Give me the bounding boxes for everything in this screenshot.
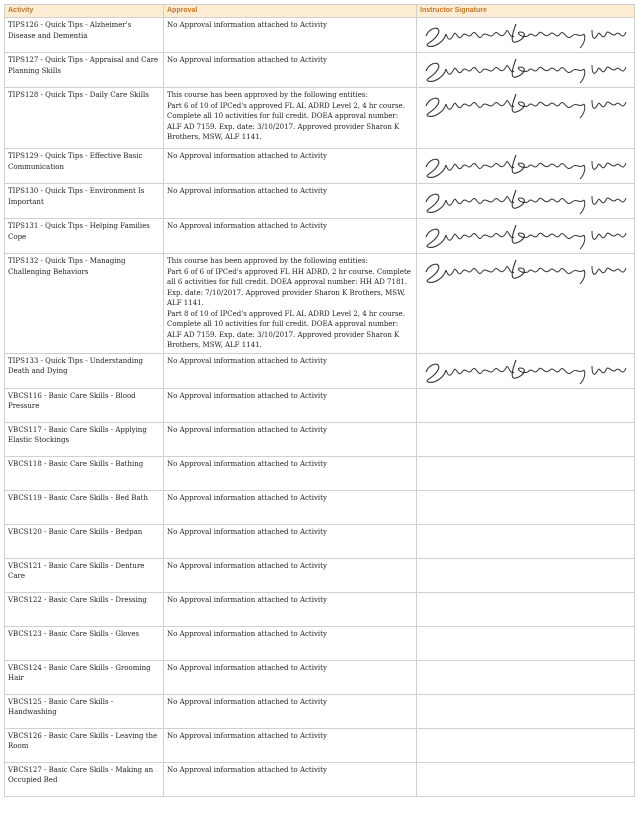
- approval-cell: [164, 53, 417, 88]
- activity-cell: [5, 660, 164, 694]
- activity-cell: [5, 694, 164, 728]
- activity-cell: [5, 558, 164, 592]
- approval-text: No Approval information attached to Activity: [167, 356, 327, 365]
- table-row: [5, 254, 635, 354]
- header-instructor-signature: Instructor Signature: [417, 5, 635, 18]
- approval-text: No Approval information attached to Activity: [167, 731, 327, 740]
- approval-cell: [164, 254, 417, 354]
- instructor-signature-cell: [417, 53, 635, 88]
- activity-name: VBCS125 - Basic Care Skills - Handwashing: [8, 697, 114, 716]
- approval-text: This course has been approved by the following entities: Part 6 of 10 of IPCed's approved FL AL ADRD Level 2, 4 hr course. Complete all 10 activities for full credit. DOEA approval number: ALF AD 7159. Exp. date: 3/10/2017. Approved provider Sharon K Brothers, MSW, ALF 1141.: [167, 91, 405, 141]
- approval-text: No Approval information attached to Activity: [167, 561, 327, 570]
- activity-name: TIPS133 - Quick Tips - Understanding Death and Dying: [8, 356, 143, 375]
- activity-cell: [5, 626, 164, 660]
- approval-cell: [164, 422, 417, 456]
- approval-cell: [164, 353, 417, 388]
- table-row: [5, 53, 635, 88]
- approval-cell: [164, 88, 417, 149]
- signature-image: [420, 20, 630, 50]
- table-row: [5, 184, 635, 219]
- table-row: [5, 353, 635, 388]
- activity-cell: [5, 219, 164, 254]
- activity-name: VBCS118 - Basic Care Skills - Bathing: [8, 459, 144, 468]
- approval-text: No Approval information attached to Activity: [167, 595, 327, 604]
- activity-name: TIPS132 - Quick Tips - Managing Challenging Behaviors: [8, 257, 126, 276]
- table-row: [5, 694, 635, 728]
- table-row: [5, 388, 635, 422]
- approval-cell: [164, 592, 417, 626]
- activity-cell: [5, 490, 164, 524]
- signature-image: [420, 356, 630, 386]
- approval-text: This course has been approved by the following entities: Part 6 of 6 of IPCed's approved FL HH ADRD, 2 hr course. Complete all 6 activities for full credit. DOEA approval number: HH AD 7181. Exp. date: 7/10/2017. Approved provider Sharon K Brothers, MSW, ALF 1141. Part 8 of 10 of IPCed's approved FL AL ADRD Level 2, 4 hr course. Complete all 10 activities for full credit. DOEA approval number: ALF AD 7159. Exp. date: 3/10/2017. Approved provider Sharon K Brothers, MSW, ALF 1141.: [167, 257, 411, 349]
- instructor-signature-cell: [417, 88, 635, 149]
- activity-cell: [5, 88, 164, 149]
- approval-text: No Approval information attached to Activity: [167, 21, 327, 29]
- activity-name: TIPS129 - Quick Tips - Effective Basic Communication: [8, 152, 143, 171]
- instructor-signature-cell: [417, 762, 635, 796]
- instructor-signature-cell: [417, 254, 635, 354]
- table-row: [5, 88, 635, 149]
- instructor-signature-cell: [417, 728, 635, 762]
- instructor-signature-cell: [417, 456, 635, 490]
- approval-text: No Approval information attached to Activity: [167, 459, 327, 468]
- table-row: [5, 626, 635, 660]
- table-row: [5, 728, 635, 762]
- instructor-signature-cell: [417, 149, 635, 184]
- approval-cell: [164, 762, 417, 796]
- activity-cell: [5, 388, 164, 422]
- activity-name: TIPS128 - Quick Tips - Daily Care Skills: [8, 91, 149, 99]
- activity-cell: [5, 53, 164, 88]
- approval-text: No Approval information attached to Activity: [167, 629, 327, 638]
- instructor-signature-cell: [417, 626, 635, 660]
- approval-text: No Approval information attached to Activity: [167, 663, 327, 672]
- instructor-signature-cell: [417, 558, 635, 592]
- header-approval: Approval: [164, 5, 417, 18]
- activity-cell: [5, 728, 164, 762]
- approval-cell: [164, 626, 417, 660]
- activity-name: TIPS131 - Quick Tips - Helping Families Cope: [8, 222, 150, 241]
- table-row: [5, 558, 635, 592]
- signature-image: [420, 221, 630, 251]
- activity-name: TIPS127 - Quick Tips - Appraisal and Care Planning Skills: [8, 56, 159, 75]
- instructor-signature-cell: [417, 388, 635, 422]
- table-row: [5, 524, 635, 558]
- table-body: [5, 18, 635, 797]
- instructor-signature-cell: [417, 592, 635, 626]
- activity-name: VBCS120 - Basic Care Skills - Bedpan: [8, 527, 143, 536]
- approval-cell: [164, 694, 417, 728]
- approval-text: No Approval information attached to Activity: [167, 152, 327, 160]
- table-row: [5, 592, 635, 626]
- header-activity: Activity: [5, 5, 164, 18]
- activity-cell: [5, 762, 164, 796]
- approval-text: No Approval information attached to Activity: [167, 391, 327, 400]
- approval-cell: [164, 558, 417, 592]
- instructor-signature-cell: [417, 660, 635, 694]
- activity-cell: [5, 422, 164, 456]
- approval-text: No Approval information attached to Activity: [167, 222, 327, 230]
- approval-cell: [164, 388, 417, 422]
- instructor-signature-cell: [417, 18, 635, 53]
- instructor-signature-cell: [417, 524, 635, 558]
- approval-text: No Approval information attached to Activity: [167, 527, 327, 536]
- approval-cell: [164, 149, 417, 184]
- activity-name: TIPS130 - Quick Tips - Environment Is Important: [8, 187, 145, 206]
- signature-image: [420, 151, 630, 181]
- signature-image: [420, 256, 630, 286]
- activity-name: VBCS127 - Basic Care Skills - Making an Occupied Bed: [8, 765, 154, 784]
- signature-image: [420, 90, 630, 120]
- approval-cell: [164, 219, 417, 254]
- approval-cell: [164, 660, 417, 694]
- table-header-row: [5, 5, 635, 18]
- table-row: [5, 490, 635, 524]
- table-row: [5, 422, 635, 456]
- activity-name: VBCS123 - Basic Care Skills - Gloves: [8, 629, 140, 638]
- activity-cell: [5, 184, 164, 219]
- activity-name: VBCS126 - Basic Care Skills - Leaving the Room: [8, 731, 158, 750]
- activity-cell: [5, 18, 164, 53]
- activity-name: VBCS116 - Basic Care Skills - Blood Pressure: [8, 391, 136, 410]
- approval-text: No Approval information attached to Activity: [167, 56, 327, 64]
- table-row: [5, 18, 635, 53]
- activity-name: VBCS124 - Basic Care Skills - Grooming Hair: [8, 663, 151, 682]
- activity-name: TIPS126 - Quick Tips - Alzheimer's Disease and Dementia: [8, 21, 132, 40]
- instructor-signature-cell: [417, 694, 635, 728]
- approval-cell: [164, 184, 417, 219]
- activity-cell: [5, 592, 164, 626]
- table-row: [5, 219, 635, 254]
- approval-text: No Approval information attached to Activity: [167, 765, 327, 774]
- approval-text: No Approval information attached to Activity: [167, 697, 327, 706]
- activity-cell: [5, 149, 164, 184]
- approval-cell: [164, 728, 417, 762]
- instructor-signature-cell: [417, 219, 635, 254]
- instructor-signature-cell: [417, 490, 635, 524]
- activity-approval-table: [4, 4, 635, 797]
- activity-name: VBCS119 - Basic Care Skills - Bed Bath: [8, 493, 148, 502]
- instructor-signature-cell: [417, 184, 635, 219]
- activity-name: VBCS117 - Basic Care Skills - Applying Elastic Stockings: [8, 425, 147, 444]
- activity-cell: [5, 353, 164, 388]
- table-row: [5, 149, 635, 184]
- signature-image: [420, 186, 630, 216]
- table-row: [5, 456, 635, 490]
- activity-name: VBCS122 - Basic Care Skills - Dressing: [8, 595, 147, 604]
- instructor-signature-cell: [417, 353, 635, 388]
- approval-cell: [164, 18, 417, 53]
- approval-cell: [164, 524, 417, 558]
- approval-text: No Approval information attached to Activity: [167, 425, 327, 434]
- activity-cell: [5, 456, 164, 490]
- approval-cell: [164, 490, 417, 524]
- approval-text: No Approval information attached to Activity: [167, 187, 327, 195]
- approval-cell: [164, 456, 417, 490]
- activity-cell: [5, 254, 164, 354]
- table-row: [5, 660, 635, 694]
- signature-image: [420, 55, 630, 85]
- approval-text: No Approval information attached to Activity: [167, 493, 327, 502]
- activity-name: VBCS121 - Basic Care Skills - Denture Care: [8, 561, 145, 580]
- instructor-signature-cell: [417, 422, 635, 456]
- table-row: [5, 762, 635, 796]
- activity-cell: [5, 524, 164, 558]
